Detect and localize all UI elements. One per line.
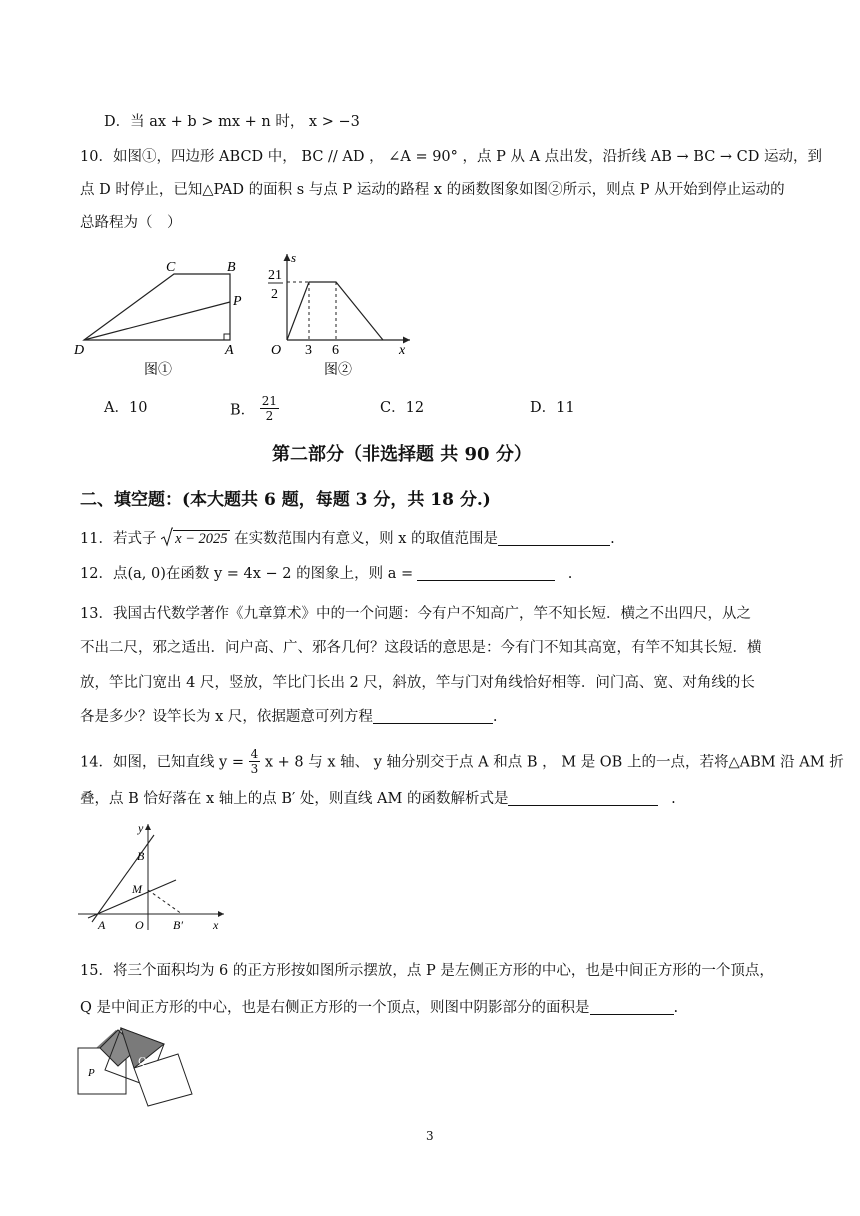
q13-line4: [80, 707, 498, 727]
q14-fig-label-o: O: [135, 918, 144, 932]
q10-figure-2: [262, 246, 422, 380]
q10-option-a: A．10: [104, 400, 148, 416]
q14-line2-text: 叠，点 B 恰好落在 x 轴上的点 B′ 处，则直线 AM 的函数解析式是: [80, 791, 509, 807]
fig2-label-s: s: [291, 250, 297, 265]
q10-option-d: D．11: [530, 400, 575, 416]
q11-line: [80, 527, 615, 549]
page-number: 3: [426, 1129, 434, 1143]
q15-line2: [80, 998, 678, 1018]
q12-text: 12．点(a, 0)在函数 y = 4x − 2 的图象上，则 a =: [80, 566, 414, 582]
q14-fig-label-b-prime: B′: [173, 918, 183, 932]
fig2-label-2: 2: [271, 287, 278, 302]
q10-line1: 10．如图①，四边形 ABCD 中， BC // AD ， ∠A = 90° ，点 P 从 A 点出发，沿折线 AB → BC → CD 运动，到: [80, 149, 822, 165]
q14-line2: [80, 789, 676, 809]
q10-option-c: C．12: [380, 400, 425, 416]
q15-end: .: [673, 1000, 679, 1016]
q15-line2-text: Q 是中间正方形的中心，也是右侧正方形的一个顶点，则图中阴影部分的面积是: [80, 1000, 590, 1016]
fig1-label-c: C: [166, 260, 176, 275]
q13-line2: 不出二尺，邪之适出．问户高、广、邪各几何？这段话的意思是：今有门不知其高宽，有竿不知其长短．横: [80, 640, 762, 656]
q13-line3: 放，竿比门宽出 4 尺，竖放，竿比门长出 2 尺，斜放，竿与门对角线恰好相等．问门高、宽、对角线的长: [80, 675, 755, 691]
radical-sign-icon: [161, 527, 173, 547]
q11-end: .: [610, 531, 615, 547]
fig1-label-p: P: [233, 294, 242, 309]
q14-fig-label-b: B: [137, 849, 145, 863]
q14-slope-fraction: [249, 747, 261, 776]
q13-line4-text: 各是多少？设竿长为 x 尺，依据题意可列方程: [80, 709, 373, 725]
q11-radicand: x − 2025: [175, 531, 228, 547]
q10-option-b-prefix: B．: [230, 402, 256, 419]
q11-text-b: 在实数范围内有意义，则 x 的取值范围是: [234, 531, 499, 547]
q11-answer-blank[interactable]: [498, 529, 610, 546]
q14-line1: [80, 748, 844, 777]
fig2-label-21: 21: [268, 268, 282, 283]
q10-option-b: [230, 396, 279, 425]
q13-end: .: [492, 709, 498, 725]
q10-figure-1: [70, 250, 260, 380]
q14-fig-label-a: A: [98, 918, 106, 932]
fig2-label-6: 6: [332, 343, 339, 358]
fig1-label-d: D: [74, 343, 85, 358]
fig1-caption: 图①: [144, 363, 172, 378]
fig2-label-x: x: [399, 343, 406, 358]
q14-text-a: 14．如图，已知直线 y =: [80, 754, 245, 771]
fig1-label-b: B: [227, 260, 236, 275]
fig2-label-3: 3: [305, 343, 312, 358]
q9-option-d: D．当 ax + b > mx + n 时， x > −3: [104, 114, 360, 130]
fig2-label-o: O: [271, 343, 282, 358]
fraction-denominator: 3: [250, 762, 259, 776]
section-two-title: 二、填空题：(本大题共 6 题，每题 3 分，共 18 分.): [80, 490, 491, 510]
q10-option-b-fraction: [260, 394, 279, 423]
q15-fig-label-p: P: [88, 1067, 95, 1079]
q14-fig-label-y: y: [138, 821, 144, 835]
fig2-caption: 图②: [324, 363, 352, 378]
q13-answer-blank[interactable]: [373, 707, 493, 724]
q10-line2: 点 D 时停止，已知△PAD 的面积 s 与点 P 运动的路程 x 的函数图象如图②所示，则点 P 从开始到停止运动的: [80, 182, 785, 198]
q12-line: [80, 564, 572, 584]
q12-answer-blank[interactable]: [417, 564, 555, 581]
q14-text-b: x + 8 与 x 轴、 y 轴分别交于点 A 和点 B ， M 是 OB 上的一点，若将△ABM 沿 AM 折: [264, 754, 844, 771]
q10-line3: 总路程为（ ）: [80, 215, 182, 231]
q13-line1: 13．我国古代数学著作《九章算术》中的一个问题：今有户不知高广，竿不知长短．横之不出四尺，从之: [80, 606, 751, 622]
q14-fig-label-x: x: [213, 918, 219, 932]
q15-answer-blank[interactable]: [590, 998, 674, 1015]
q14-figure: [74, 818, 234, 936]
q15-line1: 15．将三个面积均为 6 的正方形按如图所示摆放，点 P 是左侧正方形的中心，也是中间正方形的一个顶点，: [80, 963, 774, 979]
fraction-denominator: 2: [265, 409, 274, 423]
q15-figure: [74, 1026, 200, 1110]
fig1-label-a: A: [225, 343, 234, 358]
q15-fig-label-q: Q: [138, 1055, 146, 1067]
q14-end: .: [671, 791, 676, 807]
q11-text-a: 11．若式子: [80, 531, 157, 547]
q14-fig-label-m: M: [132, 882, 142, 896]
part-two-title: 第二部分（非选择题 共 90 分）: [272, 444, 532, 465]
q14-answer-blank[interactable]: [508, 789, 658, 806]
fraction-numerator: 21: [261, 394, 278, 408]
q12-end: .: [567, 566, 573, 582]
fraction-numerator: 4: [250, 747, 259, 761]
